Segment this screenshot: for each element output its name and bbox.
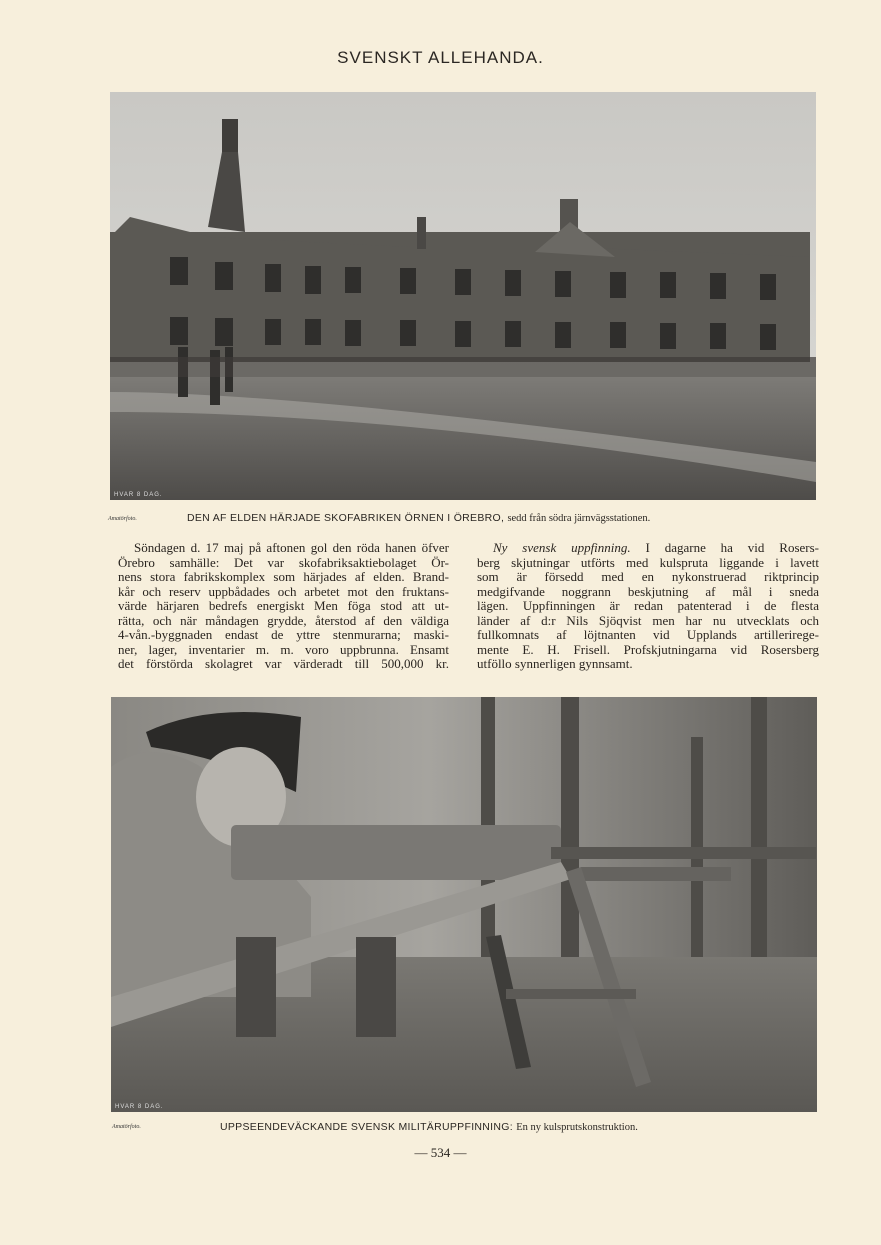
text-fragment: I dagarne ha vid Rosers- [645,540,819,555]
text-line: medgifvande noggrann beskjutning af mål i sneda [477,583,819,599]
text-line: Söndagen d. 17 maj på aftonen gol den röda hanen öfver [134,540,449,555]
photo-burned-factory [110,92,816,500]
page-number: — 534 — [414,1145,467,1160]
text-line: länder af d:r Nils Sjöqvist men har nu utvecklats och [477,612,819,628]
caption-main: DEN AF ELDEN HÄRJADE SKOFABRIKEN ÖRNEN I ÖREBRO, [187,512,505,524]
text-line: fullkomnats af löjtnanten vid Upplands artilleriregе- [477,627,819,642]
text-line: som är försedd med en nykonstruerad riktprincip [477,569,819,584]
photo-caption [187,512,650,524]
article-fire-orebro [118,541,449,672]
running-header: SVENSKT ALLEHANDA. [337,48,544,67]
photo-watermark: HVAR 8 DAG. [115,1104,164,1110]
machine-gun-image [111,697,817,1112]
text-line: Örebro samhälle: Det var skofabriksaktiebolaget Ör- [118,554,449,570]
text-line: kår och reserv uppbådades och arbetet mot den fruktans- [118,583,449,599]
factory-ruins-image [110,92,816,500]
text-line: lägen. Uppfinningen är redan patenterad i de flesta [477,598,819,613]
text-line: berg skjutningar utförts med kulspruta liggande i lavett [477,554,819,570]
text-line: 4-vån.-byggnaden endast de yttre stenmurarna; maski- [118,627,449,642]
article-new-invention [477,541,819,672]
article-title: Ny svensk uppfinning. [493,540,631,555]
photo-credit: Amatörfoto. [108,516,137,522]
text-line: det förstörda skolagret var värderadt till 500,000 kr. [118,656,449,671]
photo-watermark: HVAR 8 DAG. [114,492,163,498]
text-line: ner, lager, inventarier m. m. voro uppbrunna. Ensamt [118,641,449,657]
text-line [477,541,819,556]
text-line: mente E. H. Frisell. Profskjutningarna vid Rosersberg [477,641,819,657]
photo-credit: Amatörfoto. [112,1124,141,1130]
text-line: värde härjaren bedrefs energiskt Men föga stod att ut- [118,598,449,613]
caption-sub: sedd från södra järnvägsstationen. [507,513,651,524]
photo-machine-gun [111,697,817,1112]
text-line: rätta, och när måndagen grydde, återstod af den väldiga [118,612,449,628]
text-line: nens stora fabrikskomplex som härjades af elden. Brand- [118,569,449,584]
caption-sub: En ny kulsprutskonstruktion. [516,1122,638,1133]
text-line: utföllo synnerligen gynnsamt. [477,656,633,671]
photo-caption [220,1121,638,1133]
caption-main: UPPSEENDEVÄCKANDE SVENSK MILITÄRUPPFINNING: [220,1121,513,1133]
